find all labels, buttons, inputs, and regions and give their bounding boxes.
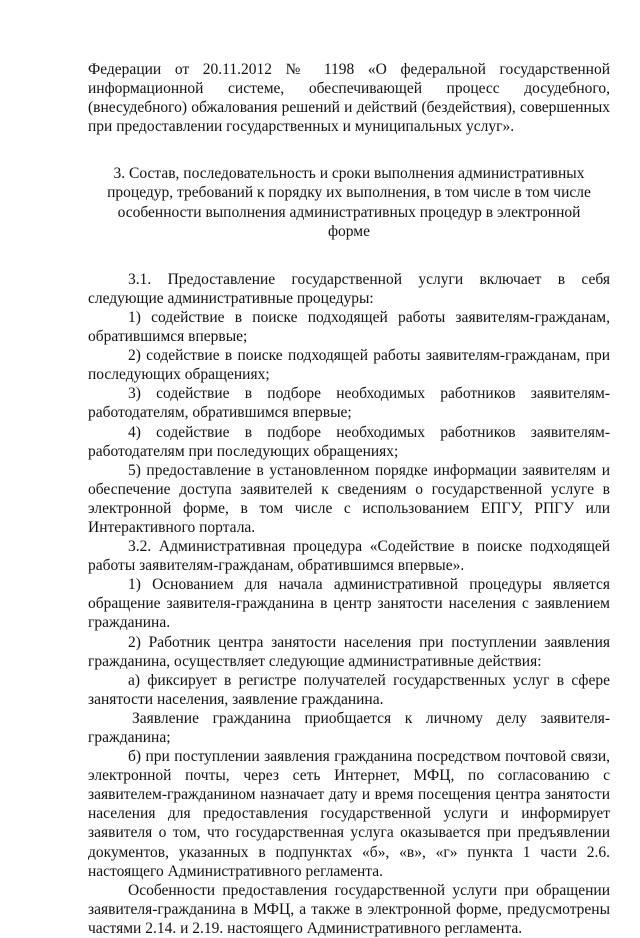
- subitem-a: а) фиксирует в регистре получателей государственных услуг в сфере занятости населения, заявление гражданина.: [88, 671, 610, 708]
- list-item-4: 4) содействие в подборе необходимых работников заявителям-работодателям при последующих обращениях;: [88, 423, 610, 460]
- subitem-b: б) при поступлении заявления гражданина посредством почтовой связи, электронной почты, через сеть Интернет, МФЦ, по согласованию с заявителем-гражданином назначает дату и время посещения центра занятости населения для предоставления государственной услуги и информирует заявителя о том, что государственная услуга оказывается при предъявлении документов, указанных в подпунктах «б», «в», «г» пункта 1 части 2.6. настоящего Административного регламента.: [88, 748, 610, 880]
- document-page: [88, 60, 610, 938]
- paragraph-worker-actions: 2) Работник центра занятости населения при поступлении заявления гражданина, осуществляет следующие административные действия:: [88, 633, 610, 670]
- paragraph-application-attached: Заявление гражданина приобщается к личному делу заявителя-гражданина;: [88, 709, 610, 746]
- intro-paragraph: Федерации от 20.11.2012 № 1198 «О федеральной государственной информационной системе, обеспечивающей процесс досудебного, (внесудебного) обжалования решений и действий (бездействия), совершенных при предоставлении государственных и муниципальных услуг».: [88, 61, 610, 136]
- section-heading: 3. Состав, последовательность и сроки выполнения административных процедур, требований к порядку их выполнения, в том числе в том числе особенности выполнения административных процедур в электронной форме: [107, 165, 591, 240]
- list-item-2: 2) содействие в поиске подходящей работы заявителям-гражданам, при последующих обращениях;: [88, 347, 610, 384]
- list-item-5: 5) предоставление в установленном порядке информации заявителям и обеспечение доступа заявителей к сведениям о государственной услуге в электронной форме, в том числе с использованием ЕПГУ, РПГУ или Интерактивного портала.: [88, 461, 610, 536]
- list-item-1: 1) содействие в поиске подходящей работы заявителям-гражданам, обратившимся впервые;: [88, 308, 610, 346]
- list-item-3: 3) содействие в подборе необходимых работников заявителям-работодателям, обратившимся впервые;: [88, 385, 610, 422]
- paragraph-basis: 1) Основанием для начала административной процедуры является обращение заявителя-гражданина в центр занятости населения с заявлением гражданина.: [88, 576, 610, 632]
- paragraph-3-1: 3.1. Предоставление государственной услуги включает в себя следующие административные процедуры:: [88, 270, 610, 307]
- paragraph-3-2: 3.2. Административная процедура «Содействие в поиске подходящей работы заявителям-гражданам, обратившимся впервые».: [88, 538, 610, 575]
- paragraph-features: Особенности предоставления государственной услуги при обращении заявителя-гражданина в МФЦ, а также в электронной форме, предусмотрены частями 2.14. и 2.19. настоящего Административного регламента.: [88, 881, 610, 937]
